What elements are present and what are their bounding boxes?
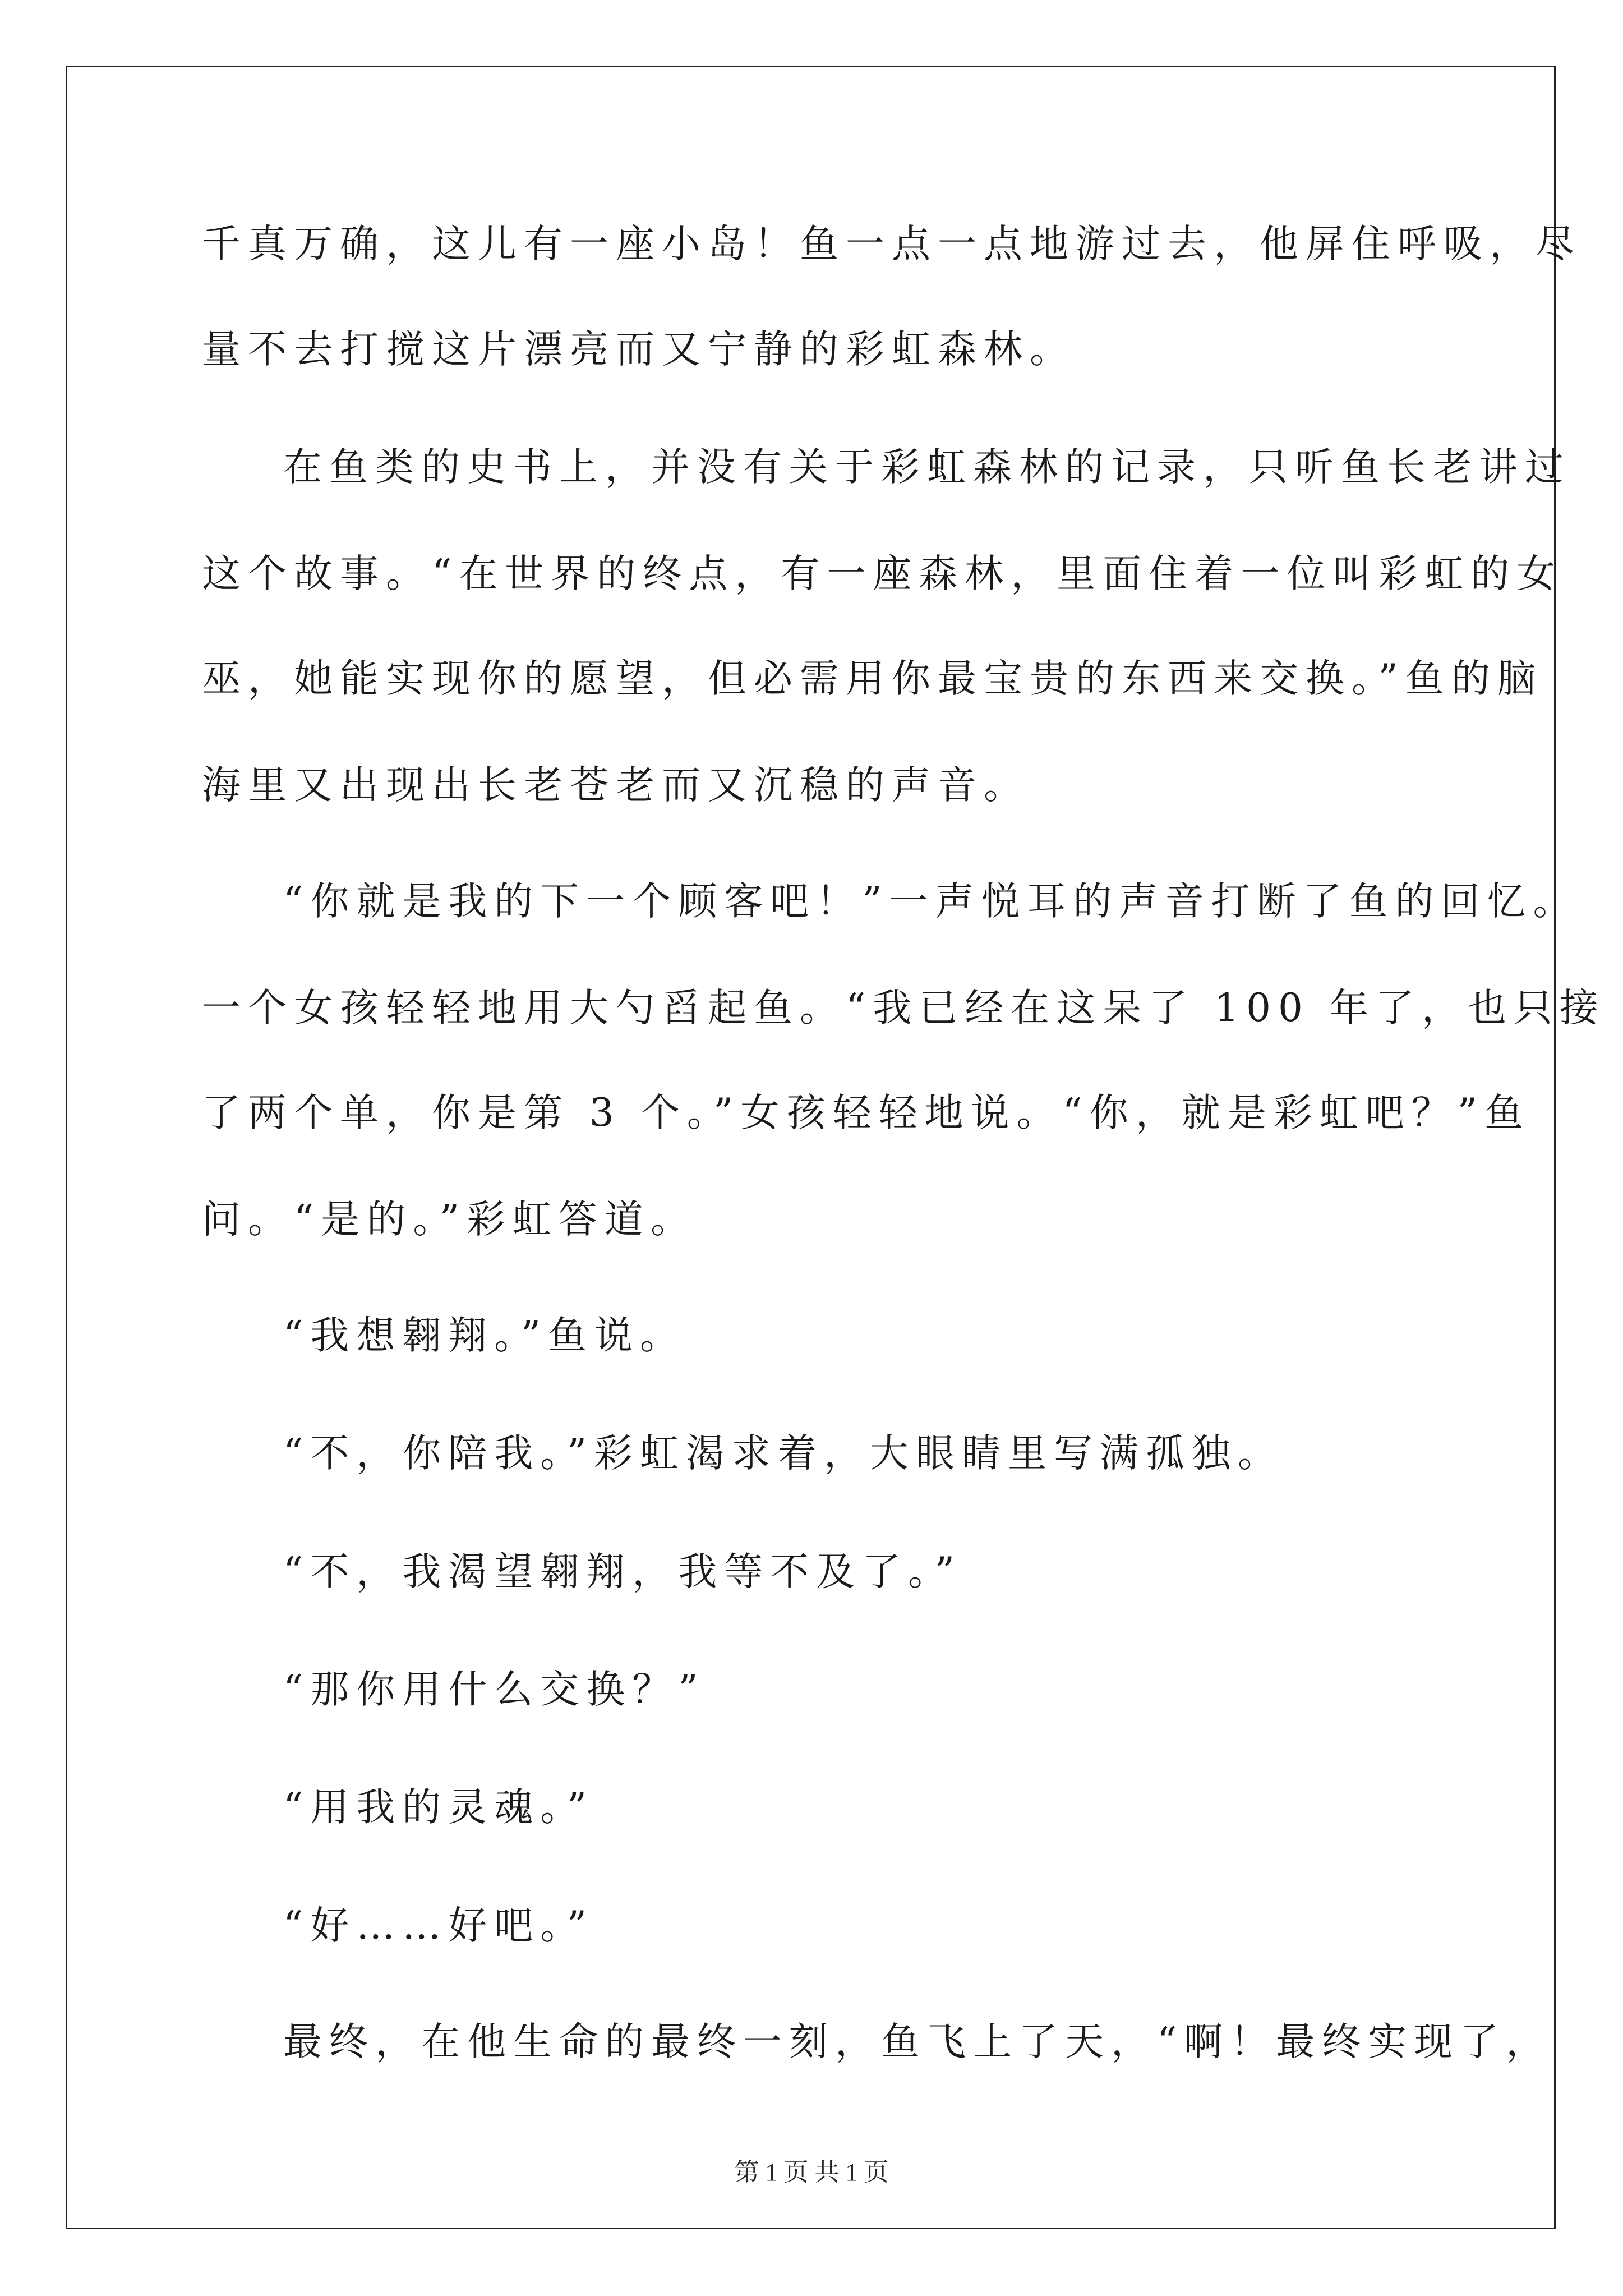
paragraph-3-line-3: 了两个单，你是第 3 个。”女孩轻轻地说。“你，就是彩虹吧？”鱼 xyxy=(202,1091,1531,1135)
paragraph-1-line-2: 量不去打搅这片漂亮而又宁静的彩虹森林。 xyxy=(202,327,1076,372)
dialogue-line-3: “不，我渴望翱翔，我等不及了。” xyxy=(283,1549,962,1594)
dialogue-line-6: “好……好吧。” xyxy=(283,1903,594,1948)
paragraph-3-line-4: 问。“是的。”彩虹答道。 xyxy=(202,1197,697,1242)
paragraph-2-line-3: 巫，她能实现你的愿望，但必需用你最宝贵的东西来交换。”鱼的脑 xyxy=(202,656,1543,701)
dialogue-line-5: “用我的灵魂。” xyxy=(283,1785,594,1830)
dialogue-line-2: “不，你陪我。”彩虹渴求着，大眼睛里写满孤独。 xyxy=(283,1431,1284,1476)
paragraph-2-line-1: 在鱼类的史书上，并没有关于彩虹森林的记录，只听鱼长老讲过 xyxy=(283,445,1571,490)
paragraph-final-line-1: 最终，在他生命的最终一刻，鱼飞上了天，“啊！最终实现了， xyxy=(283,2019,1552,2064)
paragraph-2-line-4: 海里又出现出长老苍老而又沉稳的声音。 xyxy=(202,763,1030,808)
paragraph-3-line-2: 一个女孩轻轻地用大勺舀起鱼。“我已经在这呆了 100 年了，也只接 xyxy=(202,986,1606,1030)
paragraph-2-line-2: 这个故事。“在世界的终点，有一座森林，里面住着一位叫彩虹的女 xyxy=(202,551,1563,596)
paragraph-1-line-1: 千真万确，这儿有一座小岛！鱼一点一点地游过去，他屏住呼吸，尽 xyxy=(202,222,1581,266)
page-number-footer: 第 1 页 共 1 页 xyxy=(734,2159,889,2186)
paragraph-3-line-1: “你就是我的下一个顾客吧！”一声悦耳的声音打断了鱼的回忆。 xyxy=(283,879,1579,924)
dialogue-line-1: “我想翱翔。”鱼说。 xyxy=(283,1313,686,1358)
dialogue-line-4: “那你用什么交换？” xyxy=(283,1667,706,1712)
